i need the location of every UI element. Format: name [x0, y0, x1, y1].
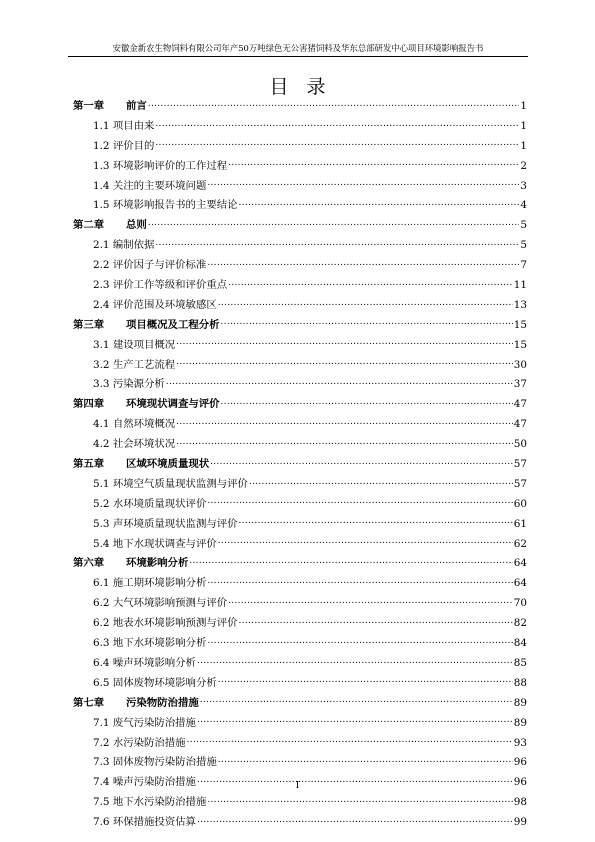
toc-entry-title: 5.3 声环境质量现状监测与评价	[93, 517, 238, 530]
toc-section-entry[interactable]	[73, 236, 527, 256]
toc-entry-title: 1.3 环境影响评价的工作过程	[93, 159, 228, 172]
toc-entry-title: 1.1 项目由来	[93, 119, 155, 132]
dot-leader	[187, 735, 513, 745]
dot-leader	[228, 158, 519, 168]
toc-section-entry[interactable]	[73, 475, 527, 495]
toc-chapter-number: 第一章	[73, 100, 105, 112]
toc-entry-title: 7.3 固体废物污染防治措施	[93, 756, 217, 769]
toc-page-number: 50	[513, 438, 527, 451]
toc-page-number: 11	[513, 279, 527, 292]
toc-entry-title: 6.3 地下水环境影响分析	[93, 637, 207, 650]
toc-entry-title: 7.4 噪声污染防治措施	[93, 776, 196, 789]
toc-entry-title: 7.2 水污染防治措施	[93, 736, 186, 749]
toc-page-number: 5	[520, 219, 527, 232]
toc-page-number: 47	[513, 418, 527, 431]
toc-section-entry[interactable]	[73, 276, 527, 296]
toc-section-entry[interactable]	[73, 515, 527, 535]
toc-section-entry[interactable]	[73, 435, 527, 455]
dot-leader	[239, 516, 513, 526]
toc-section-entry[interactable]	[73, 574, 527, 594]
toc-page-number: 7	[520, 259, 527, 272]
dot-leader	[207, 636, 512, 646]
toc-section-entry[interactable]	[73, 196, 527, 216]
toc-section-entry[interactable]	[73, 256, 527, 276]
toc-entry-title: 2.1 编制依据	[93, 239, 155, 252]
toc-entry-title: 5.2 水环境质量现状评价	[93, 497, 207, 510]
toc-entry-title: 5.1 环境空气质量现状监测与评价	[93, 477, 248, 490]
dot-leader	[207, 258, 519, 268]
toc-page-number: 64	[513, 557, 527, 570]
toc-section-entry[interactable]	[73, 654, 527, 674]
toc-entry-title: 2.3 评价工作等级和评价重点	[93, 279, 228, 292]
toc-section-entry[interactable]	[73, 634, 527, 654]
dot-leader	[189, 556, 512, 566]
header-divider	[68, 56, 528, 57]
toc-section-entry[interactable]	[73, 137, 527, 157]
toc-section-entry[interactable]	[73, 674, 527, 694]
toc-entry-title: 5.4 地下水现状调查与评价	[93, 537, 217, 550]
table-of-contents	[73, 97, 527, 833]
toc-chapter-entry[interactable]	[73, 216, 527, 236]
toc-entry-title: 6.5 固体废物环境影响分析	[93, 676, 217, 689]
toc-chapter-entry[interactable]	[73, 694, 527, 714]
toc-page-number: 89	[513, 696, 527, 709]
dot-leader	[176, 437, 513, 447]
toc-page-number: 62	[513, 537, 527, 550]
dot-leader	[218, 298, 513, 308]
dot-leader	[207, 795, 512, 805]
toc-page-number: 2	[520, 159, 527, 172]
toc-entry-title: 3.2 生产工艺流程	[93, 358, 176, 371]
toc-page-number: 15	[513, 338, 527, 351]
toc-section-entry[interactable]	[73, 356, 527, 376]
dot-leader	[166, 377, 513, 387]
toc-page-number: 13	[513, 298, 527, 311]
dot-leader	[221, 317, 513, 327]
dot-leader	[239, 198, 520, 208]
dot-leader	[228, 278, 513, 288]
dot-leader	[148, 218, 520, 228]
toc-chapter-number: 第二章	[73, 219, 105, 232]
dot-leader	[176, 357, 513, 367]
toc-entry-title: 2.2 评价因子与评价标准	[93, 259, 207, 272]
toc-entry-title: 3.1 建设项目概况	[93, 338, 176, 351]
toc-section-entry[interactable]	[73, 813, 527, 833]
toc-entry-title: 6.4 噪声环境影响分析	[93, 656, 196, 669]
toc-entry-title: 环境影响分析	[126, 557, 189, 570]
toc-section-entry[interactable]	[73, 296, 527, 316]
toc-page-number: 1	[520, 100, 527, 112]
dot-leader	[207, 178, 519, 188]
toc-page-number: 96	[513, 756, 527, 769]
toc-entry-title: 4.1 自然环境概况	[93, 418, 176, 431]
toc-page-number: 85	[513, 656, 527, 669]
dot-leader	[239, 616, 513, 626]
dot-leader	[218, 755, 513, 765]
dot-leader	[155, 119, 519, 129]
toc-entry-title: 污染物防治措施	[126, 696, 199, 709]
toc-chapter-number: 第三章	[73, 318, 105, 331]
running-header: 安徽金新农生物饲料有限公司年产50万吨绿色无公害猪饲料及华东总部研发中心项目环境影响报告书	[112, 43, 484, 53]
toc-page-number: 15	[513, 318, 527, 331]
toc-entry-title: 6.1 施工期环境影响分析	[93, 577, 207, 590]
toc-section-entry[interactable]	[73, 375, 527, 395]
toc-page-number: 57	[513, 458, 527, 471]
toc-page-number: 84	[513, 637, 527, 650]
toc-entry-title: 1.4 关注的主要环境问题	[93, 179, 207, 192]
dot-leader	[210, 457, 513, 467]
dot-leader	[228, 596, 513, 606]
dot-leader	[197, 815, 513, 825]
toc-page-number: 93	[513, 736, 527, 749]
toc-page-number: 60	[513, 497, 527, 510]
dot-leader	[207, 576, 512, 586]
toc-section-entry[interactable]	[73, 714, 527, 734]
toc-page-number: 1	[520, 119, 527, 132]
page-title: 目录	[269, 76, 344, 98]
page-number: I	[295, 781, 300, 791]
toc-entry-title: 7.5 地下水污染防治措施	[93, 796, 207, 809]
toc-section-entry[interactable]	[73, 614, 527, 634]
toc-page-number: 70	[513, 597, 527, 610]
toc-page-number: 64	[513, 577, 527, 590]
toc-entry-title: 区域环境质量现状	[126, 458, 210, 471]
toc-page-number: 57	[513, 477, 527, 490]
toc-section-entry[interactable]	[73, 177, 527, 197]
toc-page-number: 96	[513, 776, 527, 789]
toc-page-number: 88	[513, 676, 527, 689]
toc-page-number: 30	[513, 358, 527, 371]
toc-page-number: 1	[520, 139, 527, 152]
toc-section-entry[interactable]	[73, 117, 527, 137]
toc-chapter-entry[interactable]	[73, 455, 527, 475]
toc-page-number: 3	[520, 179, 527, 192]
toc-entry-title: 前言	[126, 100, 147, 112]
dot-leader	[176, 417, 513, 427]
toc-section-entry[interactable]	[73, 495, 527, 515]
toc-section-entry[interactable]	[73, 157, 527, 177]
toc-chapter-number: 第七章	[73, 696, 105, 709]
toc-page-number: 37	[513, 378, 527, 391]
toc-entry-title: 2.4 评价范围及环境敏感区	[93, 298, 217, 311]
toc-section-entry[interactable]	[73, 415, 527, 435]
dot-leader	[148, 99, 520, 109]
toc-entry-title: 1.5 环境影响报告书的主要结论	[93, 199, 238, 212]
dot-leader	[218, 675, 513, 685]
dot-leader	[155, 138, 519, 148]
dot-leader	[155, 238, 519, 248]
toc-chapter-entry[interactable]	[73, 316, 527, 336]
toc-section-entry[interactable]	[73, 793, 527, 813]
toc-entry-title: 7.1 废气污染防治措施	[93, 716, 196, 729]
toc-entry-title: 3.3 污染源分析	[93, 378, 165, 391]
toc-entry-title: 1.2 评价目的	[93, 139, 155, 152]
toc-entry-title: 总则	[126, 219, 147, 232]
toc-page-number: 89	[513, 716, 527, 729]
toc-entry-title: 项目概况及工程分析	[126, 318, 220, 331]
toc-chapter-number: 第四章	[73, 398, 105, 411]
toc-entry-title: 6.2 大气环境影响预测与评价	[93, 597, 228, 610]
toc-entry-title: 6.2 地表水环境影响预测与评价	[93, 617, 238, 630]
toc-section-entry[interactable]	[73, 336, 527, 356]
dot-leader	[197, 656, 513, 666]
toc-chapter-number: 第五章	[73, 458, 105, 471]
toc-entry-title: 4.2 社会环境状况	[93, 438, 176, 451]
dot-leader	[200, 695, 513, 705]
toc-page-number: 61	[513, 517, 527, 530]
dot-leader	[218, 536, 513, 546]
toc-page-number: 82	[513, 617, 527, 630]
toc-page-number: 47	[513, 398, 527, 411]
dot-leader	[221, 397, 513, 407]
toc-chapter-entry[interactable]	[73, 395, 527, 415]
dot-leader	[176, 337, 513, 347]
dot-leader	[197, 715, 513, 725]
toc-chapter-entry[interactable]	[73, 97, 527, 117]
toc-chapter-entry[interactable]	[73, 554, 527, 574]
dot-leader	[207, 496, 512, 506]
toc-section-entry[interactable]	[73, 535, 527, 555]
toc-entry-title: 7.6 环保措施投资估算	[93, 816, 196, 829]
toc-page-number: 98	[513, 796, 527, 809]
toc-section-entry[interactable]	[73, 594, 527, 614]
toc-section-entry[interactable]	[73, 734, 527, 754]
toc-page-number: 5	[520, 239, 527, 252]
toc-entry-title: 环境现状调查与评价	[126, 398, 220, 411]
dot-leader	[249, 477, 513, 487]
toc-page-number: 99	[513, 816, 527, 829]
toc-chapter-number: 第六章	[73, 557, 105, 570]
toc-page-number: 4	[520, 199, 527, 212]
toc-section-entry[interactable]	[73, 753, 527, 773]
